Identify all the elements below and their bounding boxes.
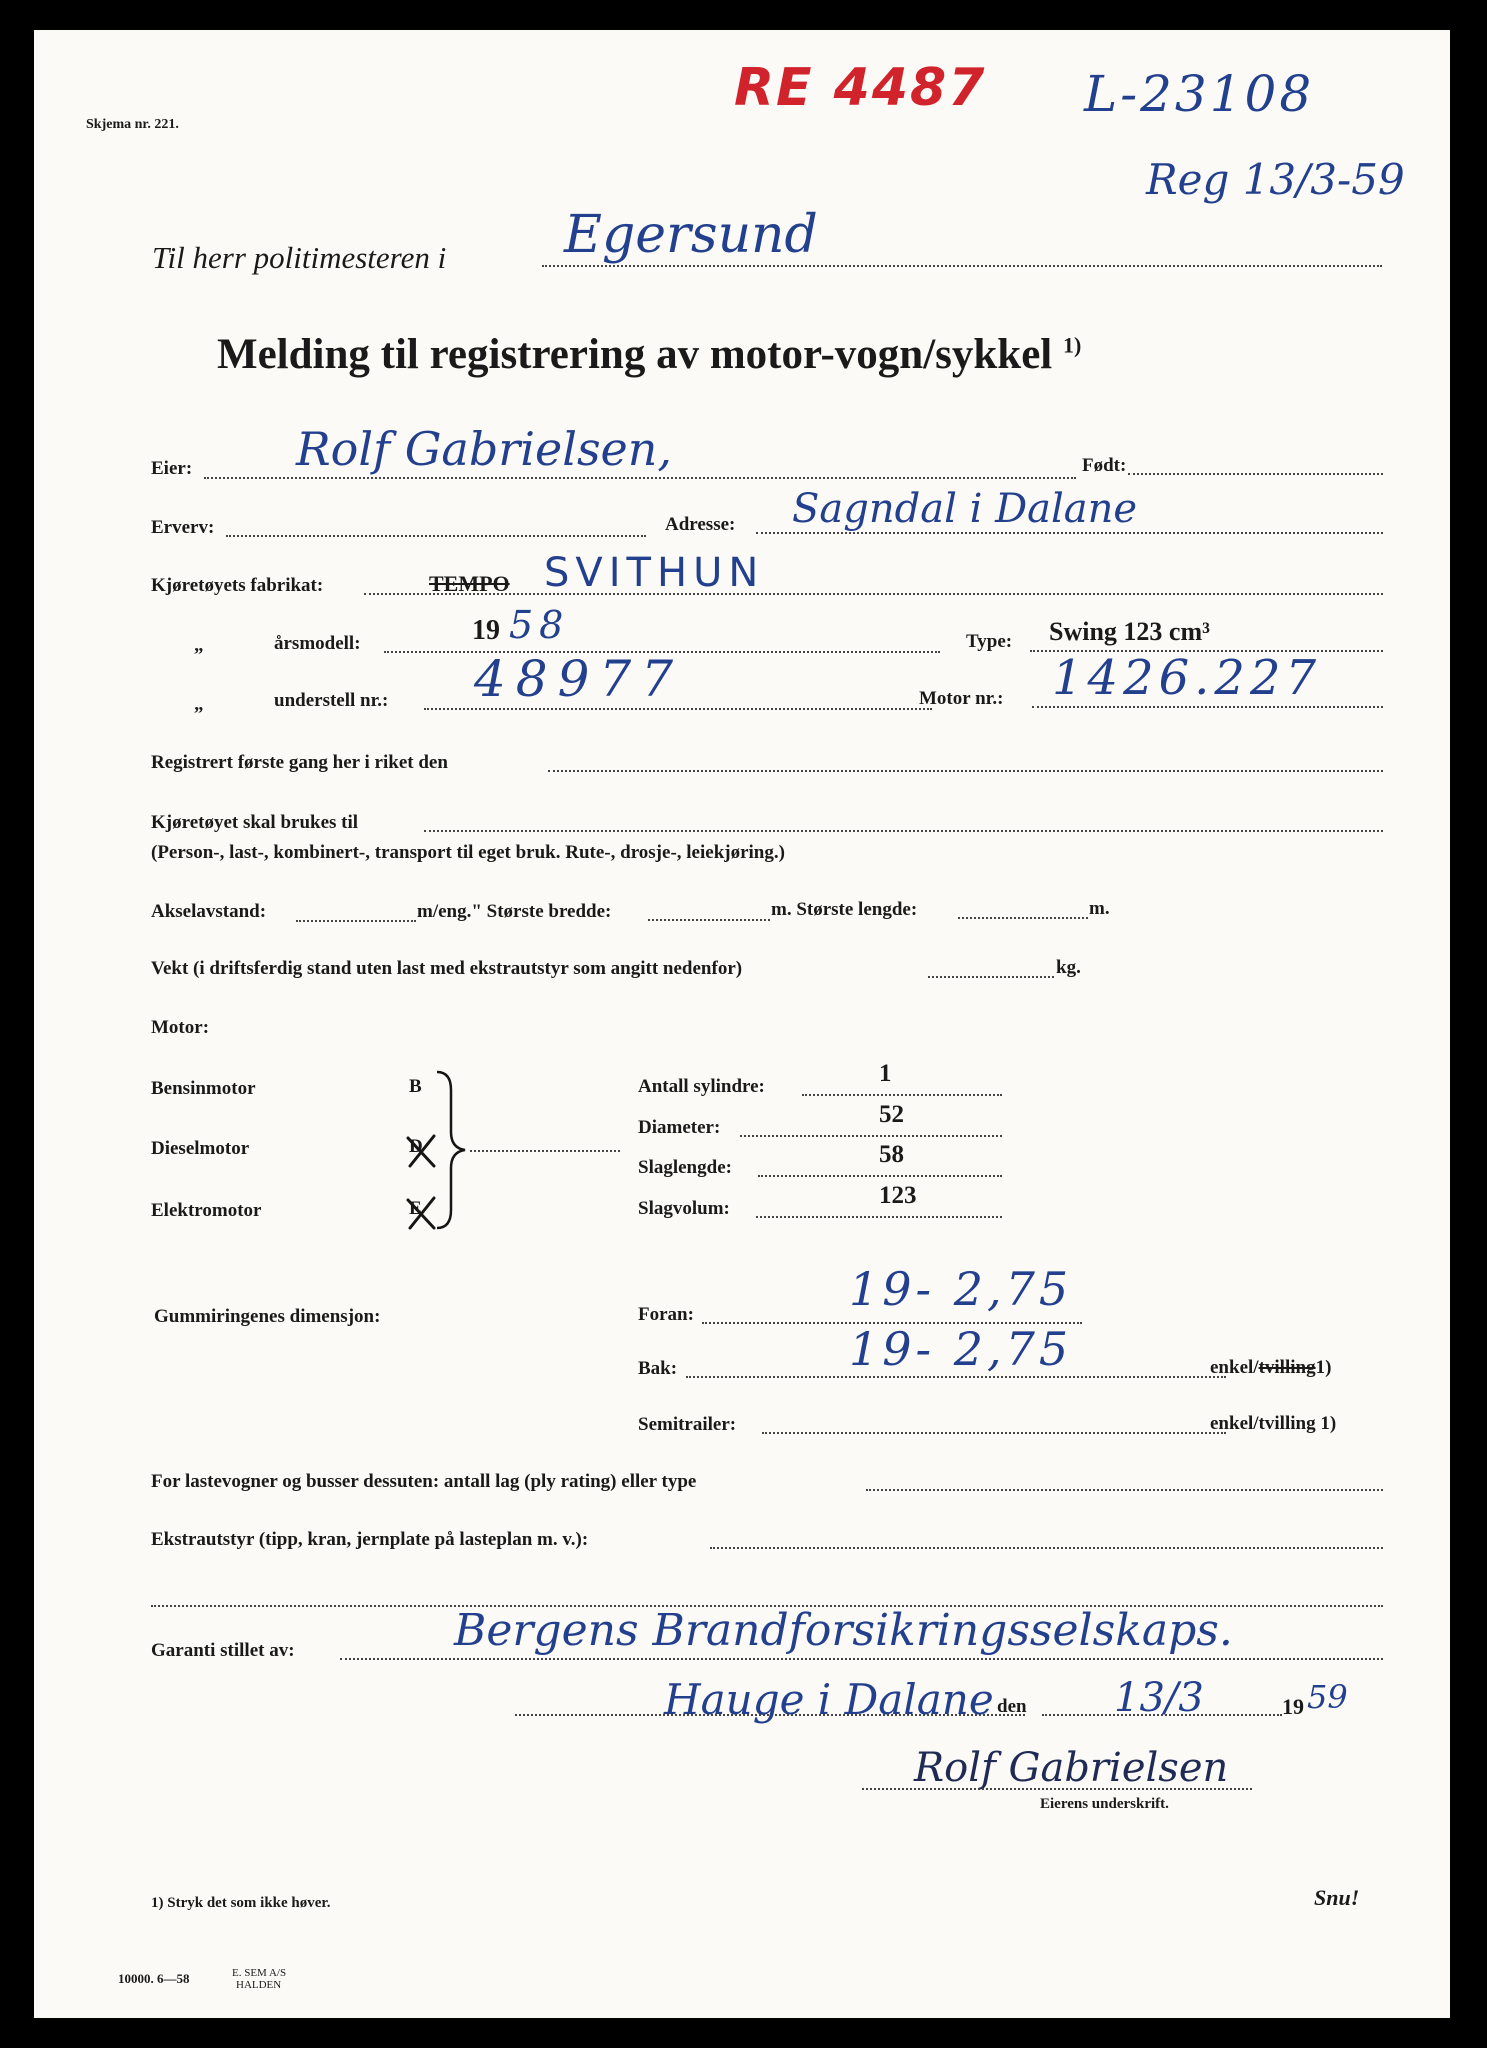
lengde-unit: m. [1089,898,1110,919]
fabrikat-label: Kjøretøyets fabrikat: [151,575,324,596]
lengde-line [958,917,1088,919]
bak-line [686,1376,1226,1378]
erverv-line [226,535,646,537]
snu-text: Snu! [1314,1885,1360,1910]
semitrailer-suffix: enkel/tvilling 1) [1210,1413,1337,1434]
spec-value-sylindre: 1 [879,1060,892,1087]
spec-label-diameter: Diameter: [638,1117,721,1138]
registrert-label: Registrert første gang her i riket den [151,752,448,773]
eier-label: Eier: [151,458,193,479]
fabrikat-line [364,593,1383,595]
motor-code-diesel: D [409,1136,423,1157]
reference-number: L-23108 [1084,65,1315,123]
akselavstand-unit: m/eng." Største bredde: [417,901,612,922]
spec-line-sylindre [802,1094,1002,1096]
motor-nr-value: 1426.227 [1052,650,1322,706]
motor-type-elektro: Elektromotor [151,1200,262,1221]
adresse-label: Adresse: [665,514,736,535]
red-stamp-number: RE 4487 [734,58,987,118]
understell-value: 48977 [474,650,684,708]
printer-line-1: E. SEM A/S [232,1967,287,1979]
bredde-line [648,919,770,921]
vekt-unit: kg. [1056,957,1081,978]
brukes-note: (Person-, last-, kombinert-, transport til eget bruk. Rute-, drosje-, leiekjøring.) [151,842,785,863]
year-printed: 19 [1282,1694,1304,1719]
motor-code-bensin: B [409,1076,422,1097]
den-label: den [997,1696,1027,1717]
garanti-value: Bergens Brandforsikringsselskaps. [454,1605,1233,1656]
akselavstand-label: Akselavstand: [151,901,267,922]
ekstrautstyr-label: Ekstrautstyr (tipp, kran, jernplate på lasteplan m. v.): [151,1529,589,1550]
motor-brace [431,1070,471,1230]
type-value: Swing 123 cm³ [1049,617,1210,646]
brukes-label: Kjøretøyet skal brukes til [151,812,359,833]
addressee-value: Egersund [564,205,818,265]
signature-date: 13/3 [1114,1675,1204,1721]
adresse-line [756,532,1383,534]
bak-suffix: enkel/tvilling1) [1210,1357,1332,1378]
registrert-line [548,770,1383,772]
fodt-label: Født: [1082,455,1127,476]
adresse-value: Sagndal i Dalane [792,486,1138,532]
eier-value: Rolf Gabrielsen, [296,422,673,476]
print-info: 10000. 6—58 [118,1971,190,1986]
signature-caption: Eierens underskrift. [1040,1796,1169,1812]
spec-value-slaglengde: 58 [879,1141,904,1168]
spec-line-diameter [740,1135,1002,1137]
fodt-line [1128,473,1383,475]
understell-line [424,708,932,710]
ditto-mark-2: „ [194,694,204,715]
motor-label: Motor: [151,1017,210,1038]
garanti-label: Garanti stillet av: [151,1640,295,1661]
brukes-line [424,830,1383,832]
bak-label: Bak: [638,1358,678,1379]
fabrikat-printed: TEMPO [429,571,510,596]
spec-value-slagvolum: 123 [879,1182,917,1209]
signature-line [862,1788,1252,1790]
addressee-label: Til herr politimesteren i [152,240,447,275]
ditto-mark-1: „ [194,635,204,656]
spec-label-sylindre: Antall sylindre: [638,1076,765,1097]
arsmodell-label: årsmodell: [274,633,361,654]
year-handwritten: 59 [1307,1678,1348,1716]
semitrailer-label: Semitrailer: [638,1414,737,1435]
bredde-unit: m. Største lengde: [771,899,918,920]
arsmodell-handwritten: 58 [509,603,570,647]
understell-label: understell nr.: [274,690,389,711]
motor-type-bensin: Bensinmotor [151,1078,256,1099]
spec-line-slaglengde [758,1175,1002,1177]
motor-nr-label: Motor nr.: [919,688,1004,709]
spec-value-diameter: 52 [879,1101,904,1128]
form-sheet [34,30,1450,2018]
motor-nr-line [1032,706,1383,708]
registration-note: Reg 13/3-59 [1146,155,1405,204]
form-number: Skjema nr. 221. [86,117,179,132]
tyres-label: Gummiringenes dimensjon: [154,1306,381,1327]
eier-line [204,477,1076,479]
semitrailer-line [762,1432,1226,1434]
foran-label: Foran: [638,1304,694,1325]
foran-value: 19- 2,75 [849,1262,1073,1316]
vekt-label: Vekt (i driftsferdig stand uten last med ekstrautstyr som angitt nedenfor) [151,958,743,979]
lastevogner-label: For lastevogner og busser dessuten: antall lag (ply rating) eller type [151,1471,697,1492]
motor-brace-line [470,1150,620,1152]
ekstrautstyr-line [710,1547,1383,1549]
akselavstand-line [296,920,416,922]
lastevogner-line [866,1489,1383,1491]
garanti-line [340,1658,1383,1660]
bak-value: 19- 2,75 [849,1322,1073,1376]
footnote: 1) Stryk det som ikke høver. [151,1895,331,1911]
owner-signature: Rolf Gabrielsen [914,1745,1229,1791]
printer-line-2: HALDEN [236,1979,282,1991]
addressee-line [542,265,1382,267]
spec-label-slagvolum: Slagvolum: [638,1198,730,1219]
motor-type-diesel: Dieselmotor [151,1138,250,1159]
erverv-label: Erverv: [151,517,215,538]
arsmodell-printed: 19 [472,615,500,646]
signature-place: Hauge i Dalane [664,1675,994,1724]
spec-label-slaglengde: Slaglengde: [638,1157,732,1178]
motor-code-elektro: E [409,1198,422,1219]
form-title: Melding til registrering av motor-vogn/sykkel $^{1)}$ [217,331,1082,378]
type-label: Type: [966,631,1013,652]
vekt-line [928,976,1054,978]
fabrikat-handwritten: SVITHUN [544,550,765,596]
spec-line-slagvolum [756,1216,1002,1218]
